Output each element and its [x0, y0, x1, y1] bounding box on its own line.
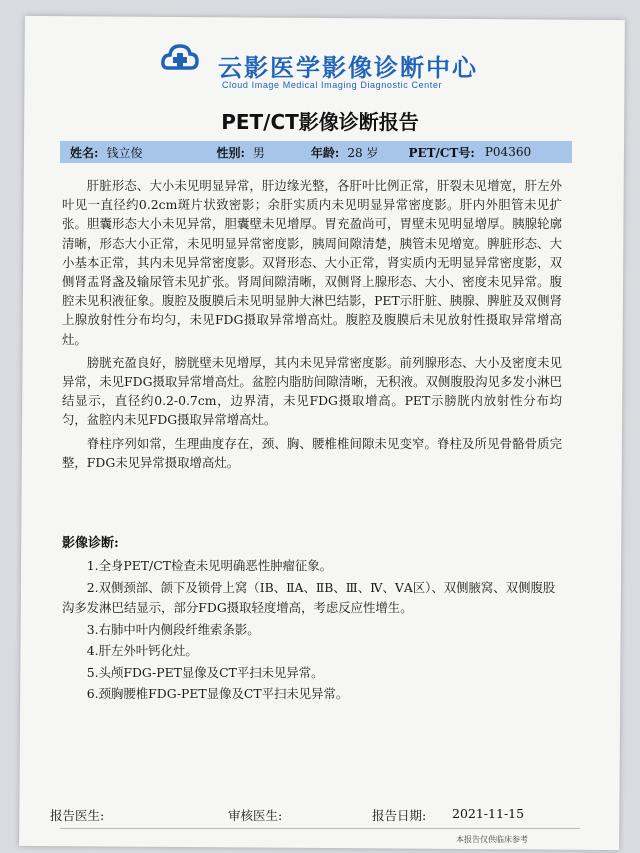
findings-pelvis: 膀胱充盈良好，膀胱壁未见增厚，其内未见异常密度影。前列腺形态、大小及密度未见异常，未见FDG摄取异常增高灶。盆腔内脂肪间隙清晰，无积液。双侧腹股沟见多发小淋巴结显示，直径约0.2-0.7cm，边界清，未见FDG摄取增高。PET示膀胱内放射性分布均匀，盆腔内未见FDG摄取异常增高灶。 [62, 354, 562, 428]
diagnosis-item: 4.肝左外叶钙化灶。 [86, 643, 198, 658]
patient-sex: 男 [252, 145, 265, 160]
reviewer-label: 审核医生: [228, 808, 283, 823]
cloud-cross-logo-icon [160, 38, 200, 78]
findings-section [62, 176, 562, 476]
footer-divider [60, 828, 580, 829]
report-date: 2021-11-15 [452, 806, 525, 821]
diagnosis-item: 5.头颅FDG-PET显像及CT平扫未见异常。 [86, 664, 324, 680]
diagnosis-heading: 影像诊断: [62, 536, 119, 551]
diagnosis-item: 2.双侧颈部、颌下及锁骨上窝（ⅠB、ⅡA、ⅡB、Ⅲ、Ⅳ、ⅤA区）、双侧腋窝、双侧腹股沟多发淋巴结显示，部分FDG摄取轻度增高，考虑反应性增生。 [62, 579, 556, 615]
report-title: PET/CT影像诊断报告 [221, 110, 419, 134]
patient-name: 钱立俊 [106, 145, 143, 160]
diagnosis-list [62, 556, 562, 706]
age-label: 年龄: [310, 145, 340, 160]
sex-label: 性别: [216, 145, 245, 160]
org-name-cn: 云影医学影像诊断中心 [218, 54, 478, 82]
report-date-label: 报告日期: [372, 808, 427, 823]
disclaimer-note: 本报告仅供临床参考 [456, 835, 528, 844]
pet-ct-id: P04360 [484, 145, 532, 159]
diagnosis-item: 3.右肺中叶内侧段纤维索条影。 [86, 621, 260, 637]
name-label: 姓名: [70, 145, 99, 160]
findings-abdomen: 肝脏形态、大小未见明显异常，肝边缘光整，各肝叶比例正常，肝裂未见增宽，肝左外叶见一直径约0.2cm斑片状致密影；余肝实质内未见明显异常密度影。肝内外胆管未见扩张。胆囊形态大小未见异常，胆囊壁未见增厚。胃充盈尚可，胃壁未见明显增厚。胰腺轮廓清晰，形态大小正常，未见明显异常密度影，胰周间隙清楚，胰管未见增宽。脾脏形态、大小基本正常，其内未见异常密度影。双肾形态、大小正常，肾实质内无明显异常密度影，双侧肾盂肾盏及输尿管未见扩张。肾周间隙清晰，双侧肾上腺形态、大小、密度未见异常。腹腔未见积液征象。腹腔及腹膜后未见明显肿大淋巴结影，PET示肝脏、胰腺、脾脏及双侧肾上腺放射性分布均匀，未见FDG摄取异常增高灶。腹腔及腹膜后未见放射性摄取异常增高灶。 [62, 178, 562, 347]
findings-spine: 脊柱序列如常，生理曲度存在，颈、胸、腰椎椎间隙未见变窄。脊柱及所见骨骼骨质完整，FDG未见异常摄取增高灶。 [62, 435, 562, 470]
report-doctor-label: 报告医生: [50, 808, 105, 823]
diagnosis-item: 1.全身PET/CT检查未见明确恶性肿瘤征象。 [86, 558, 333, 573]
patient-info-bar [60, 141, 572, 163]
patient-age: 28 岁 [347, 145, 379, 160]
pet-ct-id-label: PET/CT号: [408, 145, 475, 160]
org-name-en: Cloud Image Medical Imaging Diagnostic Center [222, 80, 443, 90]
diagnosis-item: 6.颈胸腰椎FDG-PET显像及CT平扫未见异常。 [86, 686, 349, 701]
